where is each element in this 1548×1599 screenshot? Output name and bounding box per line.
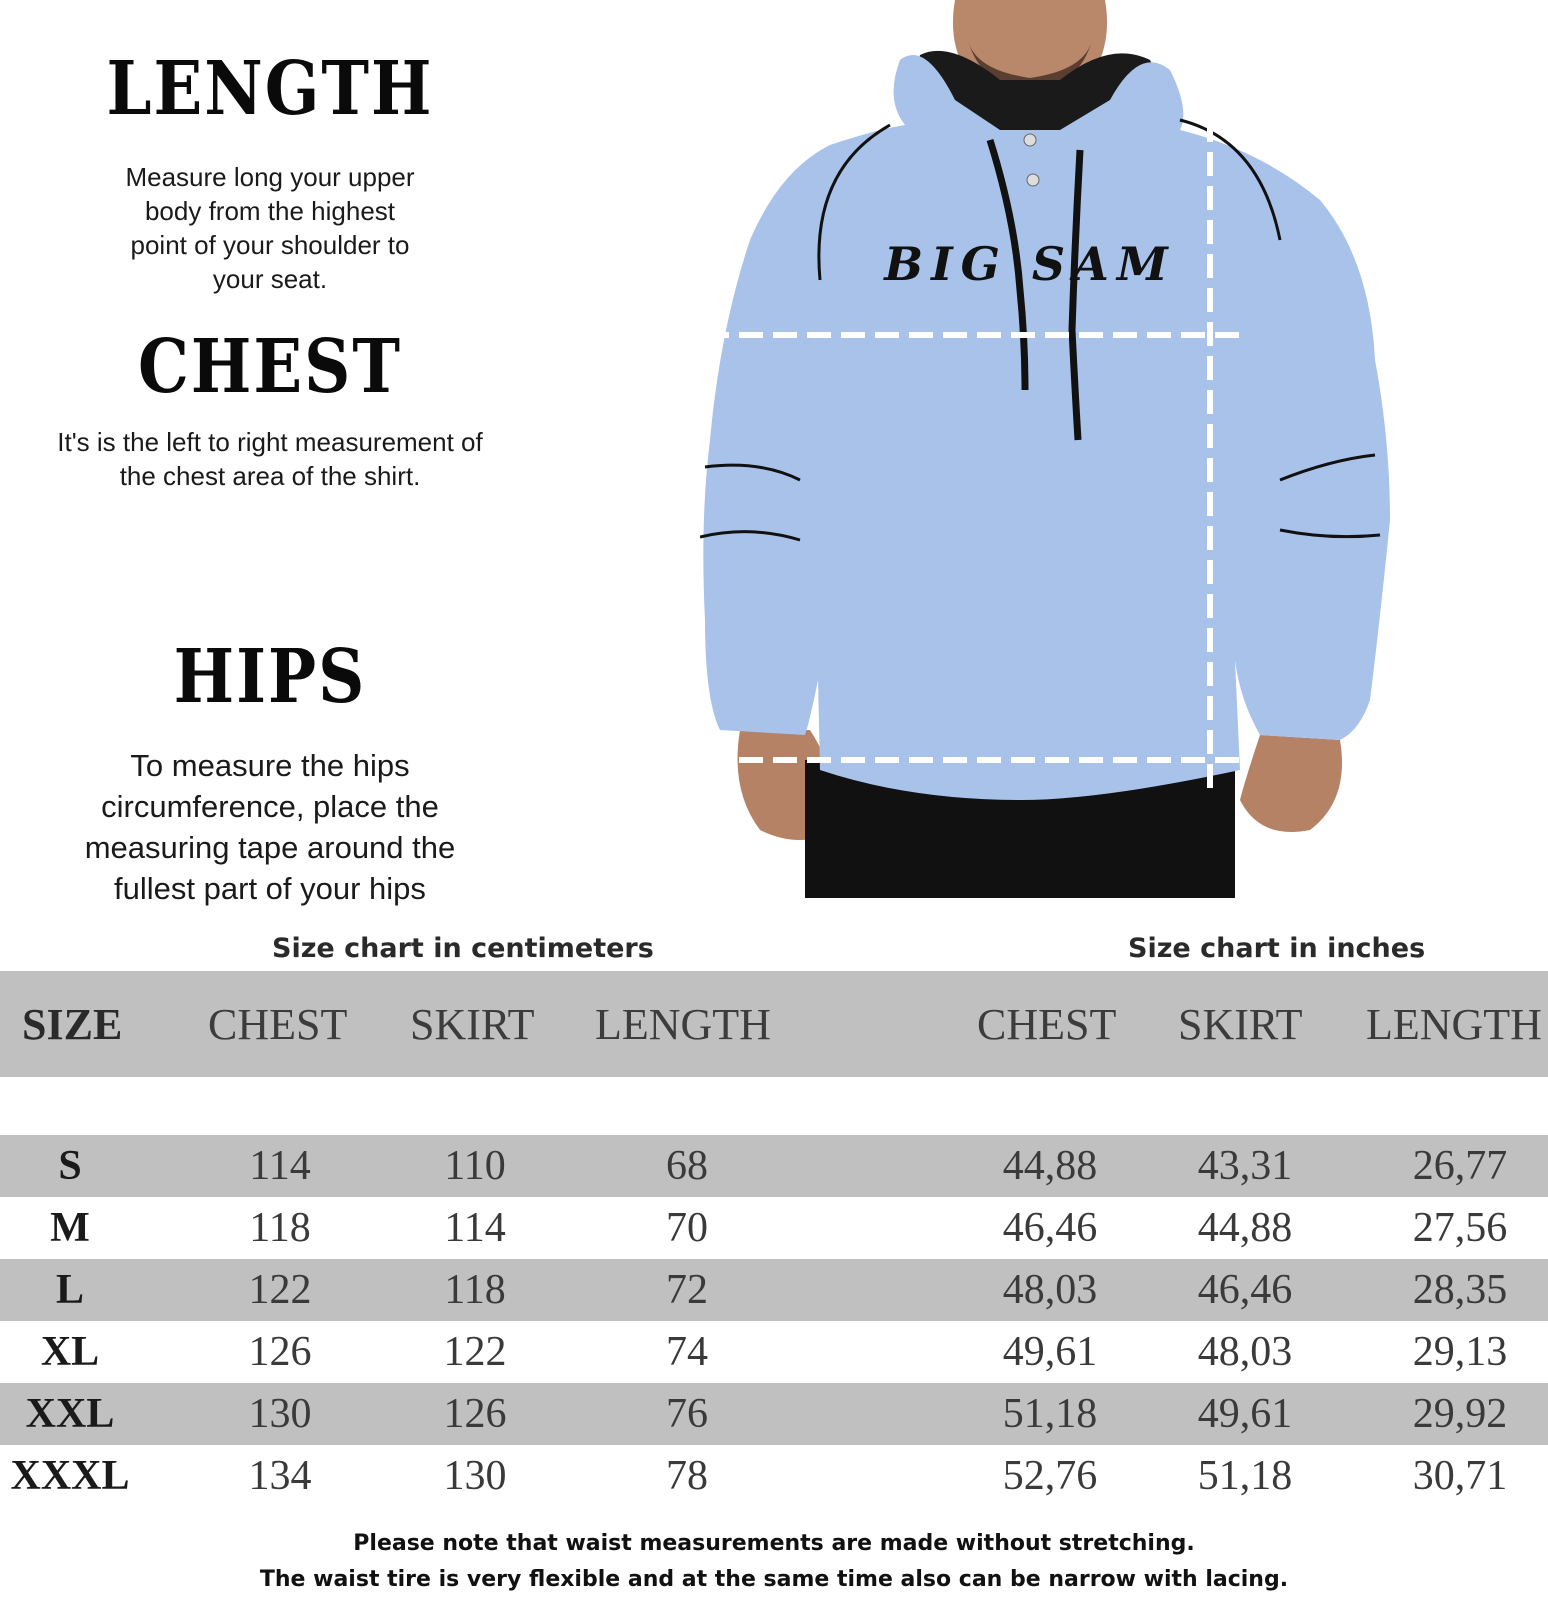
table-row <box>0 1259 1548 1321</box>
cell-skirt-cm: 114 <box>444 1205 506 1251</box>
cell-skirt-cm: 110 <box>444 1143 506 1189</box>
cell-skirt-in: 51,18 <box>1197 1453 1293 1499</box>
hips-heading: HIPS <box>173 634 367 721</box>
header-size: SIZE <box>22 999 123 1049</box>
chest-print: BIG SAM <box>884 237 1176 291</box>
cell-skirt-in: 44,88 <box>1197 1205 1293 1251</box>
cell-skirt-in: 46,46 <box>1197 1267 1293 1313</box>
header-skirt-cm: SKIRT <box>410 999 535 1049</box>
table-row <box>0 1383 1548 1445</box>
note-line-2: The waist tire is very flexible and at the same time also can be narrow with lacing. <box>259 1567 1289 1592</box>
cell-skirt-cm: 118 <box>444 1267 506 1313</box>
cell-size: L <box>55 1267 84 1313</box>
header-length-cm: LENGTH <box>595 999 771 1049</box>
cell-length-cm: 76 <box>666 1391 708 1437</box>
right-hand <box>1240 735 1342 832</box>
header-skirt-in: SKIRT <box>1178 999 1303 1049</box>
cell-length-cm: 68 <box>666 1143 708 1189</box>
cell-chest-cm: 122 <box>248 1267 312 1313</box>
cell-length-cm: 72 <box>666 1267 708 1313</box>
cell-skirt-in: 48,03 <box>1197 1329 1293 1375</box>
cell-chest-cm: 134 <box>248 1453 312 1499</box>
cell-skirt-cm: 130 <box>443 1453 507 1499</box>
cell-chest-in: 51,18 <box>1002 1391 1098 1437</box>
header-chest-cm: CHEST <box>208 999 348 1049</box>
cell-chest-cm: 126 <box>248 1329 312 1375</box>
hips-description: To measure the hips circumference, place the measuring tape around the fullest part of your hips <box>84 748 456 906</box>
button-1 <box>1024 134 1036 146</box>
cell-chest-cm: 114 <box>249 1143 311 1189</box>
cell-chest-in: 48,03 <box>1002 1267 1098 1313</box>
cell-size: S <box>58 1143 82 1189</box>
model-hoodie-photo <box>700 0 1420 898</box>
chest-description: It's is the left to right measurement of the chest area of the shirt. <box>57 427 483 491</box>
cell-length-cm: 74 <box>666 1329 708 1375</box>
header-chest-in: CHEST <box>977 999 1117 1049</box>
cell-length-cm: 70 <box>666 1205 708 1251</box>
cell-length-cm: 78 <box>666 1453 708 1499</box>
length-heading: LENGTH <box>106 46 434 133</box>
button-2 <box>1027 174 1039 186</box>
table-row <box>0 1445 1548 1507</box>
hoodie <box>703 55 1390 800</box>
cell-size: XL <box>40 1329 100 1375</box>
cell-skirt-in: 49,61 <box>1197 1391 1293 1437</box>
table-row <box>0 1197 1548 1259</box>
note-line-1: Please note that waist measurements are made without stretching. <box>353 1531 1195 1556</box>
cell-length-in: 29,92 <box>1412 1391 1508 1437</box>
cell-chest-in: 52,76 <box>1002 1453 1098 1499</box>
size-table-header <box>0 971 1548 1077</box>
chest-heading: CHEST <box>137 324 403 411</box>
cell-skirt-cm: 126 <box>443 1391 507 1437</box>
cell-length-in: 30,71 <box>1412 1453 1508 1499</box>
cell-size: XXL <box>25 1391 115 1437</box>
cell-length-in: 26,77 <box>1412 1143 1508 1189</box>
cell-chest-cm: 118 <box>249 1205 311 1251</box>
caption-centimeters: Size chart in centimeters <box>272 933 654 964</box>
cell-size: M <box>50 1205 90 1251</box>
header-length-in: LENGTH <box>1366 999 1542 1049</box>
table-row <box>0 1135 1548 1197</box>
length-description: Measure long your upper body from the highest point of your shoulder to your seat. <box>125 162 415 294</box>
cell-chest-in: 46,46 <box>1002 1205 1098 1251</box>
cell-length-in: 27,56 <box>1412 1205 1508 1251</box>
cell-length-in: 29,13 <box>1412 1329 1508 1375</box>
cell-size: XXXL <box>10 1453 130 1499</box>
cell-chest-cm: 130 <box>248 1391 312 1437</box>
table-row <box>0 1321 1548 1383</box>
cell-skirt-in: 43,31 <box>1197 1143 1293 1189</box>
cell-length-in: 28,35 <box>1412 1267 1508 1313</box>
cell-chest-in: 44,88 <box>1002 1143 1098 1189</box>
caption-inches: Size chart in inches <box>1128 933 1426 964</box>
cell-skirt-cm: 122 <box>443 1329 507 1375</box>
cell-chest-in: 49,61 <box>1002 1329 1098 1375</box>
